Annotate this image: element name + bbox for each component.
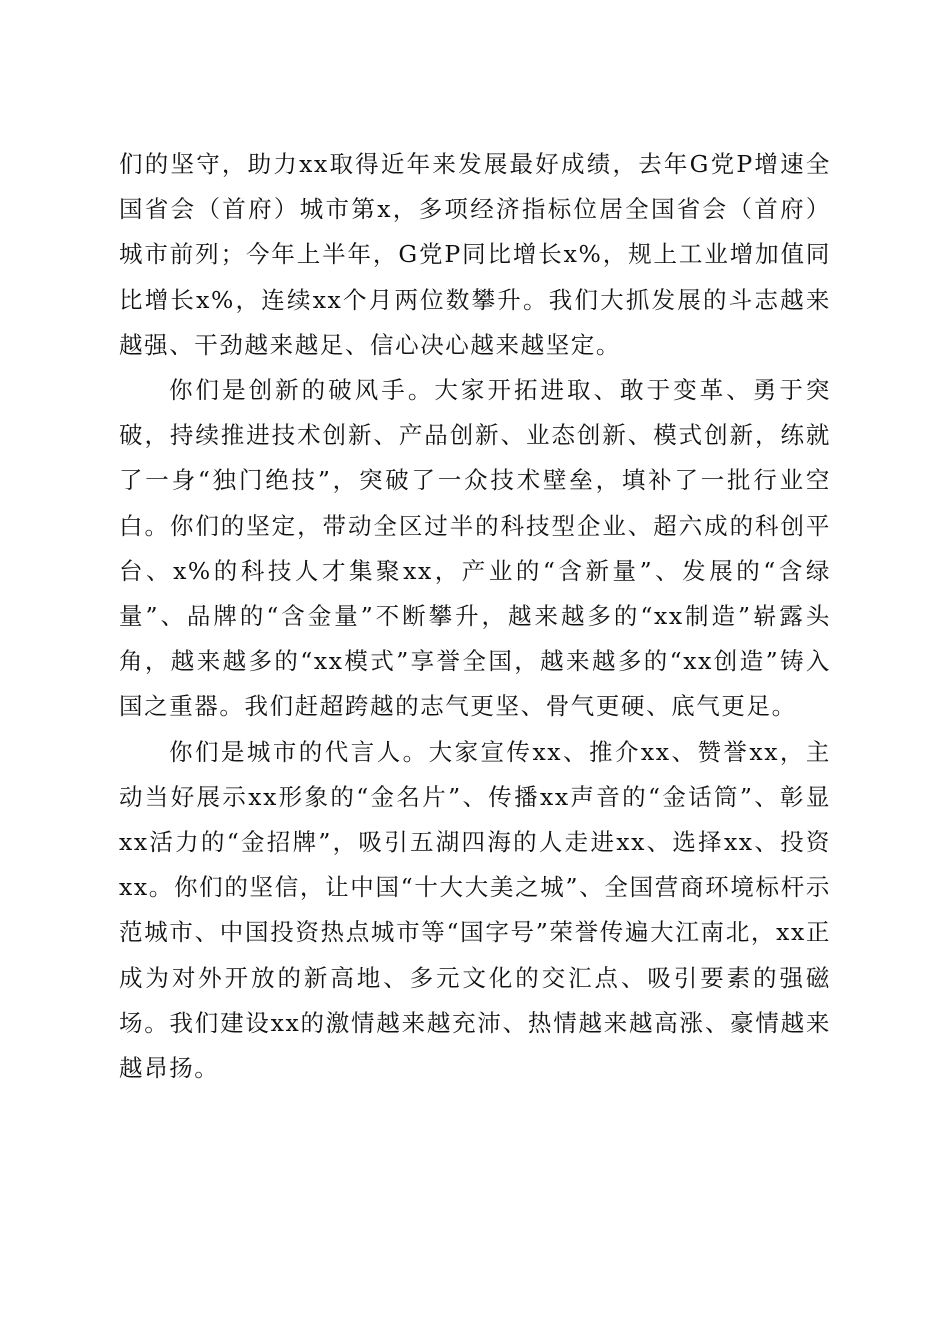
paragraph-innovation: 你们是创新的破风手。大家开拓进取、敢于变革、勇于突破，持续推进技术创新、产品创新、业态创新、模式创新，练就了一身“独门绝技”，突破了一众技术壁垒，填补了一批行业空白。你们的坚定，带动全区过半的科技型企业、超六成的科创平台、x%的科技人才集聚xx，产业的“含新量”、发展的“含绿量”、品牌的“含金量”不断攀升，越来越多的“xx制造”崭露头角，越来越多的“xx模式”享誉全国，越来越多的“xx创造”铸入国之重器。我们赶超跨越的志气更坚、骨气更硬、底气更足。: [119, 376, 831, 721]
paragraph-continued: 们的坚守，助力xx取得近年来发展最好成绩，去年G党P增速全国省会（首府）城市第x，多项经济指标位居全国省会（首府）城市前列；今年上半年，G党P同比增长x%，规上工业增加值同比增长x%，连续xx个月两位数攀升。我们大抓发展的斗志越来越强、干劲越来越足、信心决心越来越坚定。: [119, 150, 831, 359]
document-body: [119, 142, 831, 1091]
paragraph-city-spokesperson: 你们是城市的代言人。大家宣传xx、推介xx、赞誉xx，主动当好展示xx形象的“金名片”、传播xx声音的“金话筒”、彰显xx活力的“金招牌”，吸引五湖四海的人走进xx、选择xx、投资xx。你们的坚信，让中国“十大大美之城”、全国营商环境标杆示范城市、中国投资热点城市等“国字号”荣誉传遍大江南北，xx正成为对外开放的新高地、多元文化的交汇点、吸引要素的强磁场。我们建设xx的激情越来越充沛、热情越来越高涨、豪情越来越昂扬。: [119, 737, 831, 1083]
